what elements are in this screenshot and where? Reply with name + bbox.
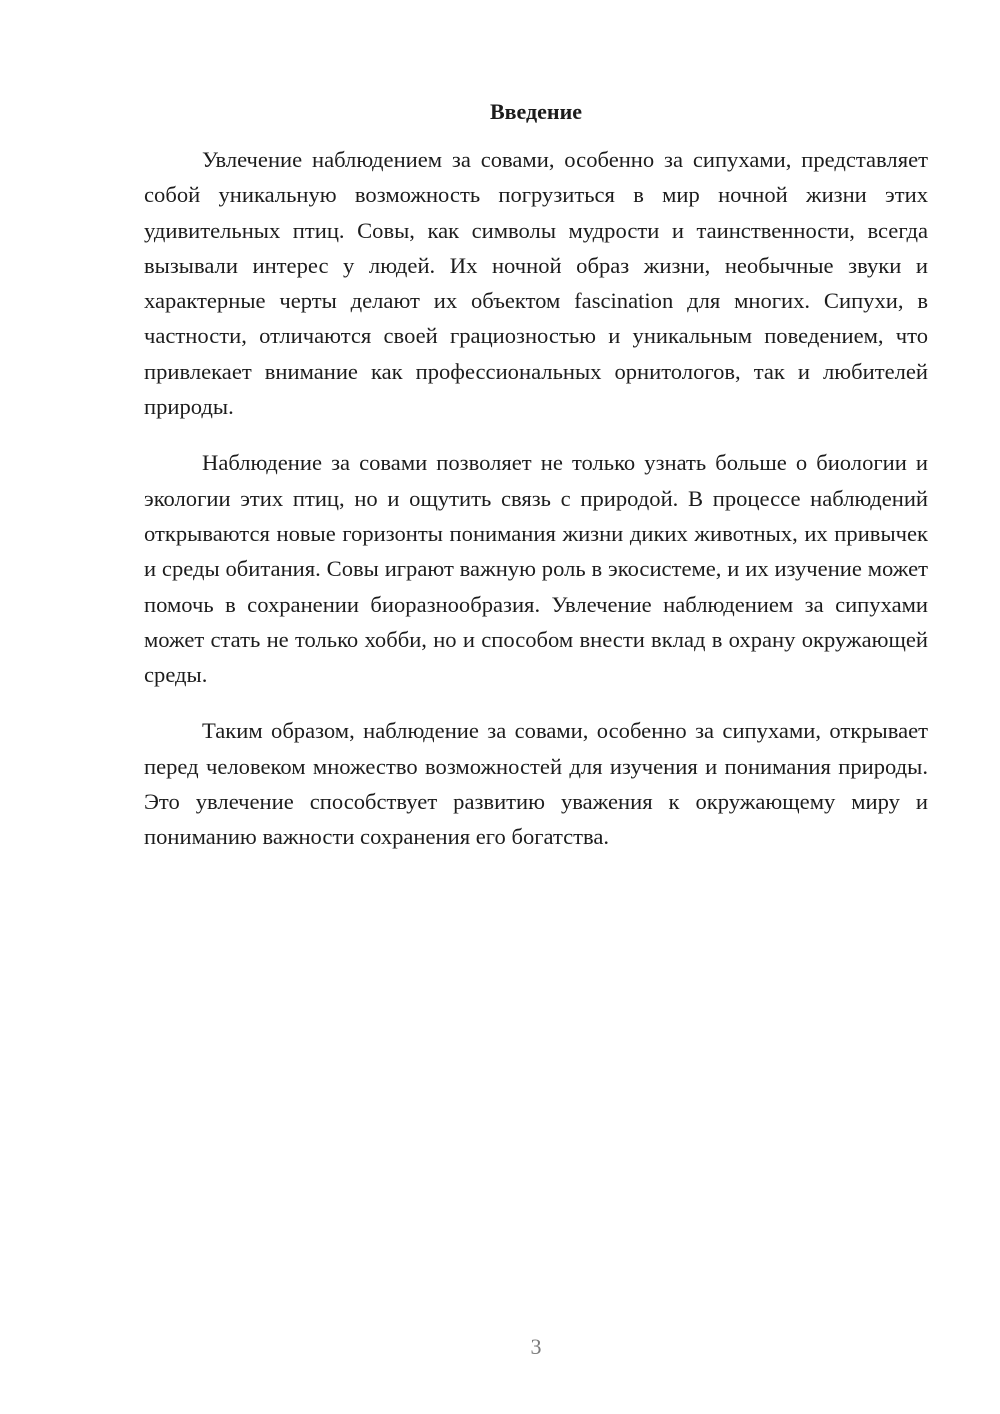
paragraph-conclusion: Таким образом, наблюдение за совами, особенно за сипухами, открывает перед человеком множество возможностей для изучения и понимания природы. Это увлечение способствует развитию уважения к окружающему миру и пониманию важности сохранения его богатства. — [144, 718, 928, 850]
page-number: 3 — [530, 1334, 542, 1359]
paragraph-observation: Наблюдение за совами позволяет не только узнать больше о биологии и экологии этих птиц, но и ощутить связь с природой. В процессе наблюдений открываются новые горизонты понимания жизни диких животных, их привычек и среды обитания. Совы играют важную роль в экосистеме, и их изучение может помочь в сохранении биоразнообразия. Увлечение наблюдением за сипухами может стать не только хобби, но и способом внести вклад в охрану окружающей среды. — [144, 450, 928, 688]
section-heading: Введение — [489, 99, 583, 124]
paragraph-intro: Увлечение наблюдением за совами, особенно за сипухами, представляет собой уникальную возможность погрузиться в мир ночной жизни этих удивительных птиц. Совы, как символы мудрости и таинственности, всегда вызывали интерес у людей. Их ночной образ жизни, необычные звуки и характерные черты делают их объектом fascination для многих. Сипухи, в частности, отличаются своей грациозностью и уникальным поведением, что привлекает внимание как профессиональных орнитологов, так и любителей природы. — [144, 147, 928, 420]
body-text — [144, 142, 928, 876]
